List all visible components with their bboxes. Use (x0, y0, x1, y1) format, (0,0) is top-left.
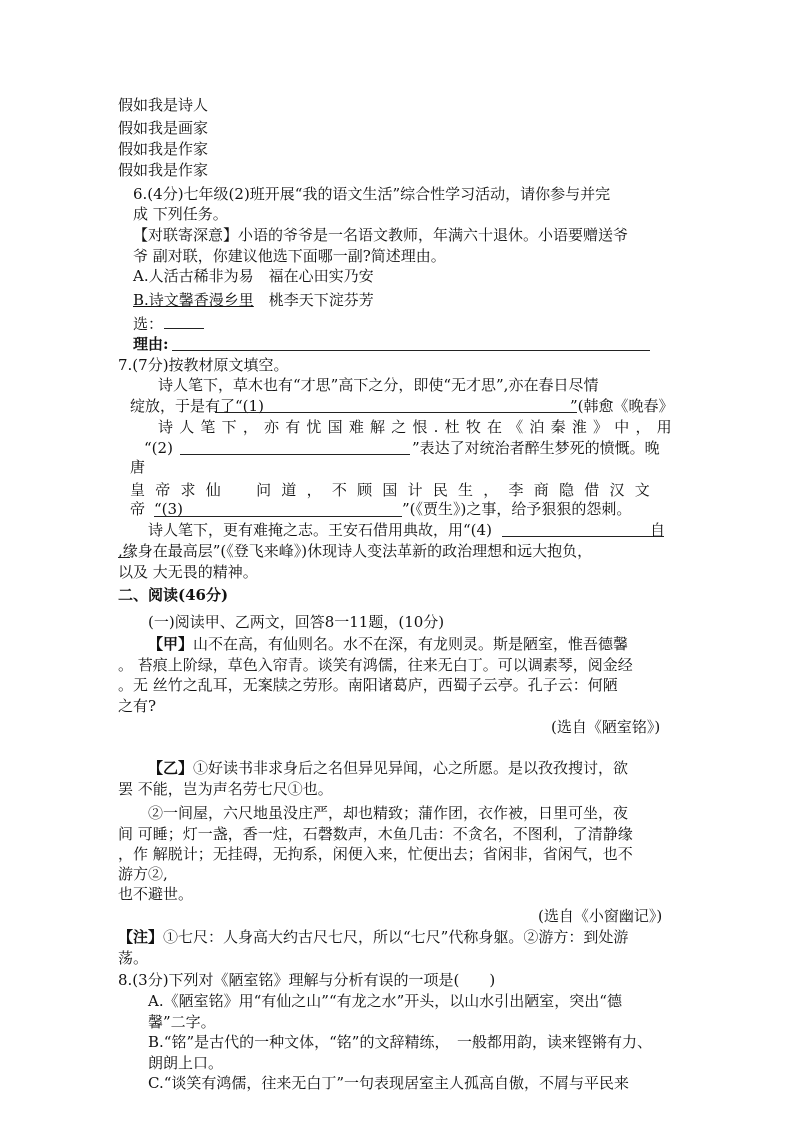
text-char (231, 480, 246, 500)
q7-line-8b: “(3) (154, 500, 183, 518)
q7-line-8c: ”(《贾生》)之事，给予狠狠的怨刺。 (402, 500, 632, 518)
text-char: 不 (331, 481, 347, 499)
text-char: 计 (407, 481, 423, 499)
yi-label: 【乙】 (148, 759, 194, 777)
yi-p1-line-2: 罢 不能，岂为声名劳七尺①也。 (118, 780, 333, 798)
text-run: ①好读书非求身后之名但异见异闻，心之所愿。是以孜孜搜讨，欲 (193, 759, 629, 777)
poem-line-2: 假如我是画家 (118, 119, 209, 137)
text-char: 秦 (550, 418, 566, 436)
yi-p1-line-1 (148, 758, 628, 778)
q7-blank-3[interactable] (154, 516, 402, 517)
jia-line-2: 。 苔痕上阶绿，草色入帘青。谈笑有鸿儒，往来无白丁。可以调素琴，阅金经 (118, 656, 633, 674)
text-char: 诗 (158, 418, 174, 436)
q7-blank-2[interactable] (180, 454, 410, 455)
section-2-title: 二、阅读(46分) (118, 586, 229, 604)
text-char: 李 (508, 481, 524, 499)
text-char: 借 (584, 481, 600, 499)
q6-line-2: 成 下列任务。 (133, 205, 228, 223)
text-char: 杜 (444, 418, 460, 436)
text-char: 隐 (558, 481, 574, 499)
q6-choose-label: 选： (133, 315, 164, 333)
text-run: 山不在高，有仙则名。水不在深，有龙则灵。斯是陋室，惟吾德馨 (193, 635, 629, 653)
q8-option-b-line-2: 朗朗上口。 (148, 1054, 224, 1072)
jia-line-4: 之有? (118, 697, 157, 715)
text-run: ①七尺：人身高大约古尺七尺，所以“七尺”代称身躯。②游方：到处游 (163, 928, 629, 946)
text-char: 文 (634, 481, 650, 499)
jia-label: 【甲】 (148, 635, 194, 653)
text-char: 问 (256, 481, 272, 499)
q7-line-7 (130, 480, 650, 500)
text-char: 人 (179, 418, 195, 436)
q8-option-b-line-1: B.“铭”是古代的一种文体，“铭”的文辞精练， 一般都用韵，读来铿锵有力、 (148, 1033, 652, 1051)
text-char: 顾 (357, 481, 373, 499)
text-char: . (433, 418, 439, 436)
jia-line-1 (148, 634, 628, 654)
q8-option-c-line-1: C.“谈笑有鸿儒，往来无白丁”一句表现居室主人孤高自傲，不屑与平民来 (148, 1074, 630, 1092)
q7-line-3a: 绽放，于是有了“(1) (130, 397, 264, 415)
q7-line-1: 7.(7分)按教材原文填空。 (118, 356, 289, 374)
text-char: 汉 (609, 481, 625, 499)
q8-option-a-line-2: 馨”二字。 (148, 1013, 216, 1031)
text-char: 求 (180, 481, 196, 499)
yi-p2-line-1: ②一间屋，六尺地虽没庄严，却也精致；蒲作团，衣作被，日里可坐，夜 (148, 804, 629, 822)
jia-source: (选自《陋室铭》) (551, 718, 661, 736)
text-char: ， (635, 418, 651, 436)
q6-line-4: 爷 副对联，你建议他选下面哪一副?简述理由。 (133, 247, 446, 265)
text-char: 有 (285, 418, 301, 436)
text-char: 》 (593, 418, 609, 436)
text-char: ， (483, 481, 499, 499)
q7-line-3b: ”(韩愈《晚春》 (570, 397, 674, 415)
q7-line-6: 唐 (130, 458, 146, 476)
q7-line-10: ,缘身在最高层”(《登飞来峰》)休现诗人变法革新的政治理想和远大抱负， (118, 542, 593, 560)
text-char: 国 (327, 418, 343, 436)
q8-stem: 8.(3分)下列对《陋室铭》理解与分析有误的一项是( ) (118, 971, 496, 989)
q6-option-b (133, 290, 374, 310)
text-char: 仙 (205, 481, 221, 499)
q7-blank-4[interactable] (502, 536, 664, 537)
text-char: 笔 (200, 418, 216, 436)
text-char: 中 (614, 418, 630, 436)
text-char: 生 (458, 481, 474, 499)
jia-line-3: 。无 丝竹之乱耳，无案牍之劳形。南阳诸葛庐，西蜀子云亭。孔子云：何陋 (118, 676, 618, 694)
text-char: ， (306, 481, 322, 499)
yi-p2-line-2: 间 可睡；灯一盏，香一炷，石磬数声，木鱼几击：不贪名，不图利，了清静缘 (118, 825, 633, 843)
q6-line-1: 6.(4分)七年级(2)班开展“我的语文生活”综合性学习活动，请你参与并完 (133, 185, 611, 203)
note-label: 【注】 (118, 928, 164, 946)
text-char: 民 (432, 481, 448, 499)
q6-option-b-label: B.诗文馨香漫乡里 (133, 291, 254, 309)
yi-source: (选自《小窗幽记》) (538, 907, 663, 925)
q8-option-a-line-1: A.《陋室铭》用“有仙之山”“有龙之水”开头，以山水引出陋室，突出“德 (148, 992, 622, 1010)
yi-p2-line-4: 游方②, (118, 865, 168, 883)
text-char: 难 (348, 418, 364, 436)
q7-line-9b: 自 (650, 521, 666, 539)
text-char: 用 (656, 418, 672, 436)
poem-line-4: 假如我是作家 (118, 161, 209, 179)
poem-line-1: 假如我是诗人 (118, 96, 209, 114)
q7-line-5a: “(2) (144, 439, 173, 457)
text-char: 下 (221, 418, 237, 436)
text-char: 泊 (529, 418, 545, 436)
poem-line-3: 假如我是作家 (118, 140, 209, 158)
reading1-intro: (一)阅读甲、乙两文，回答8一11题，(10分) (148, 613, 445, 631)
q6-reason-label: 理由: (133, 335, 169, 353)
text-char: 帝 (155, 481, 171, 499)
text-char: 在 (487, 418, 503, 436)
q6-choose-blank[interactable] (164, 328, 204, 329)
q6-line-3: 【对联寄深意】小语的爷爷是一名语文教师，年满六十退休。小语要赠送爷 (133, 226, 629, 244)
text-char: 牧 (465, 418, 481, 436)
q6-reason-blank[interactable] (172, 350, 650, 351)
text-char: 忧 (306, 418, 322, 436)
yi-p2-line-5: 也不避世。 (118, 885, 194, 903)
q6-option-a: A.人活古稀非为易 福在心田实乃安 (133, 267, 374, 285)
q7-blank-1[interactable] (215, 412, 577, 413)
yi-p2-line-3: ，作 解脱计；无挂碍，无拘系，闲便入来，忙便出去；省闲非，省闲气，也不 (118, 845, 633, 863)
q7-line-9a: 诗人笔下，更有难掩之志。王安石借用典故，用“(4) (148, 521, 492, 539)
text-char: 《 (508, 418, 524, 436)
q7-blank-4-tail (118, 557, 130, 558)
text-char: ， (242, 418, 258, 436)
note-line-1 (118, 927, 628, 947)
q7-line-8a: 帝 (130, 500, 146, 518)
text-char: 商 (533, 481, 549, 499)
text-char: 之 (391, 418, 407, 436)
text-char: 淮 (571, 418, 587, 436)
text-char: 亦 (264, 418, 280, 436)
text-char: 恨 (412, 418, 428, 436)
q7-line-4 (158, 417, 672, 437)
note-line-2: 荡。 (118, 949, 149, 967)
q6-option-b-rest: 桃李天下淀芬芳 (253, 291, 374, 309)
text-char: 解 (370, 418, 386, 436)
text-char: 道 (281, 481, 297, 499)
q7-line-11: 以及 大无畏的精神。 (118, 563, 258, 581)
q7-line-2: 诗人笔下，草木也有“才思”高下之分，即使“无才思”,亦在春日尽情 (158, 376, 599, 394)
q7-line-5b: ”表达了对统治者醉生梦死的愤慨。晚 (412, 439, 660, 457)
text-char: 皇 (130, 481, 146, 499)
text-char: 国 (382, 481, 398, 499)
